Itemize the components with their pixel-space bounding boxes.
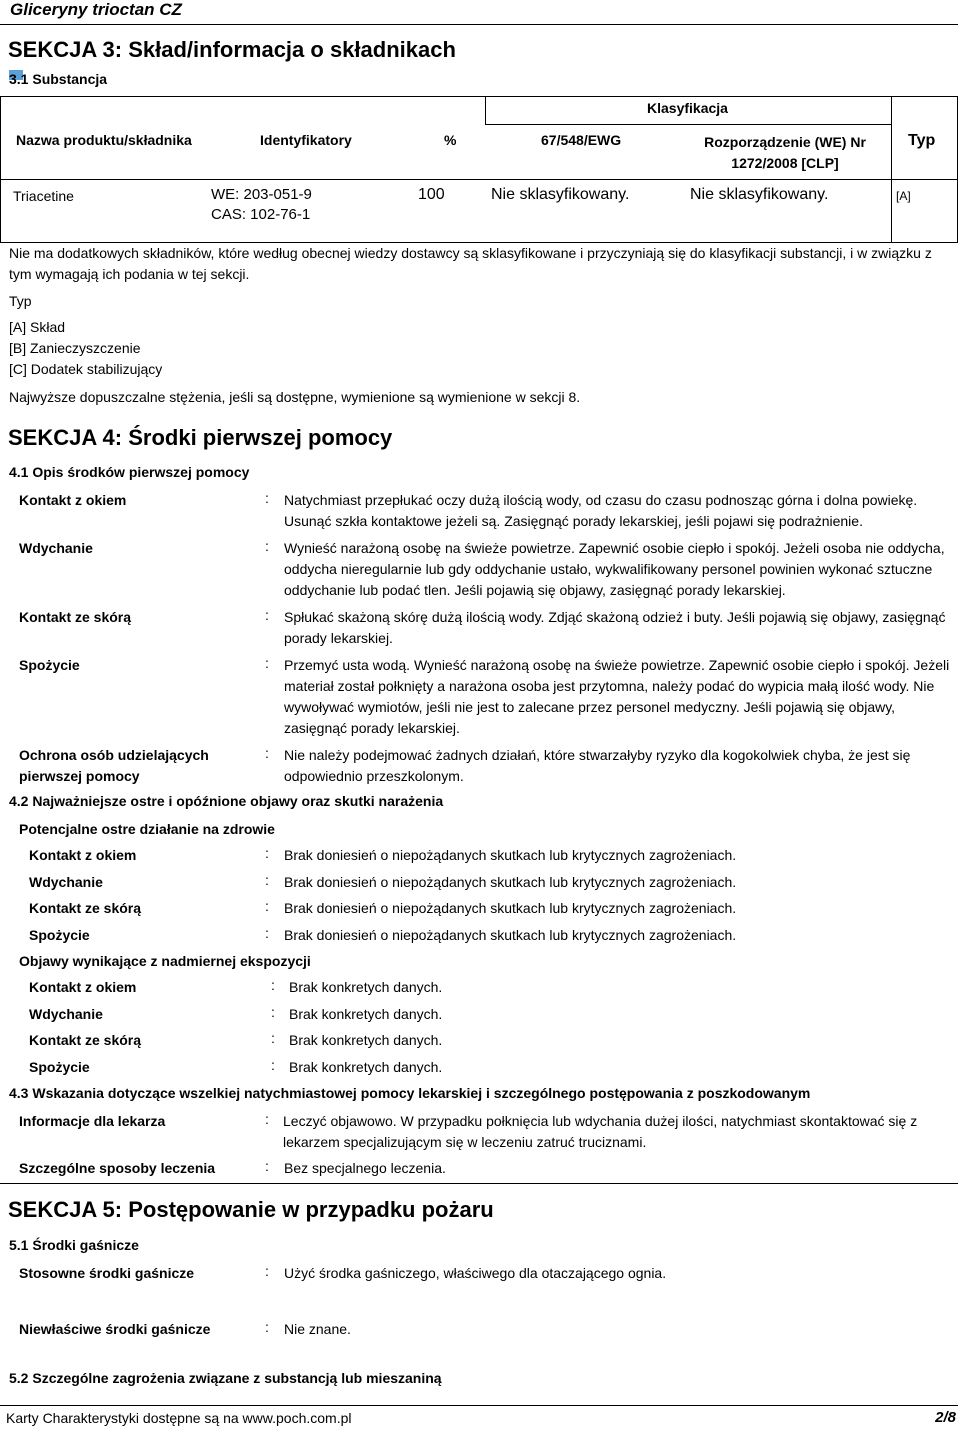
row-name: Triacetine	[13, 188, 74, 204]
colon: :	[271, 1030, 275, 1046]
colon: :	[265, 490, 269, 506]
footer-divider	[0, 1405, 958, 1406]
colon: :	[265, 1319, 269, 1335]
first-aid-label: Kontakt ze skórą	[19, 609, 132, 625]
col-header-clp: Rozporządzenie (WE) Nr 1272/2008 [CLP]	[704, 134, 866, 171]
acute-effect-label: Kontakt z okiem	[29, 847, 137, 863]
col-header-ewg: 67/548/EWG	[541, 132, 622, 148]
acute-effect-label: Kontakt ze skórą	[29, 900, 142, 916]
section-4-2-subtitle: 4.2 Najważniejsze ostre i opóźnione objawy oraz skutki narażenia	[9, 793, 444, 809]
klasyfikacja-header: Klasyfikacja	[647, 100, 728, 116]
first-aid-value: Spłukać skażoną skórę dużą ilością wody. Zdjąć skażoną odzież i buty. Jeśli pojawią się objawy, zasięgnąć porady lekarskiej.	[284, 609, 946, 646]
acute-effect-label: Spożycie	[29, 927, 90, 943]
section-5-2-subtitle: 5.2 Szczególne zagrożenia związane z substancją lub mieszaniną	[9, 1370, 442, 1386]
col-header-name: Nazwa produktu/składnika	[16, 132, 192, 148]
table-klasyfikacja-left-divider	[485, 96, 486, 124]
colon: :	[265, 745, 269, 761]
unsuitable-media-label: Niewłaściwe środki gaśnicze	[19, 1321, 211, 1337]
special-treatment-value: Bez specjalnego leczenia.	[284, 1160, 446, 1176]
acute-effect-value: Brak doniesień o niepożądanych skutkach lub krytycznych zagrożeniach.	[284, 874, 737, 890]
typ-legend-item: [B] Zanieczyszczenie	[9, 340, 141, 356]
overexposure-label: Kontakt ze skórą	[29, 1032, 142, 1048]
overexposure-value: Brak konkretych danych.	[289, 1032, 443, 1048]
colon: :	[265, 538, 269, 554]
typ-legend-item: [A] Skład	[9, 319, 66, 335]
colon: :	[265, 845, 269, 861]
colon: :	[265, 655, 269, 671]
colon: :	[271, 977, 275, 993]
row-percent: 100	[418, 186, 445, 203]
first-aid-value: Wynieść narażoną osobę na świeże powietrze. Zapewnić osobie ciepło i spokój. Jeżeli osoba nie oddycha, oddycha nieregularnie lub gdy oddychanie ustało, wykwalifikowany personel powinien wykonać sztuczne oddychanie lub podać tlen. Jeśli pojawią się objawy, zasięgnąć porady lekarskiej.	[284, 540, 945, 598]
acute-effect-value: Brak doniesień o niepożądanych skutkach lub krytycznych zagrożeniach.	[284, 847, 737, 863]
row-ewg: Nie sklasyfikowany.	[491, 186, 630, 203]
colon: :	[265, 925, 269, 941]
colon: :	[271, 1004, 275, 1020]
suitable-media-value: Użyć środka gaśniczego, właściwego dla otaczającego ognia.	[284, 1265, 667, 1281]
medical-info-value: Leczyć objawowo. W przypadku połknięcia lub wdychania dużej ilości, natychmiast skontaktować się z lekarzem specjalizującym się w leczeniu zatruć truciznami.	[283, 1113, 918, 1150]
colon: :	[265, 1158, 269, 1174]
overexposure-title: Objawy wynikające z nadmiernej ekspozycji	[19, 953, 311, 969]
overexposure-value: Brak konkretych danych.	[289, 1059, 443, 1075]
overexposure-label: Spożycie	[29, 1059, 90, 1075]
additional-components-note: Nie ma dodatkowych składników, które według obecnej wiedzy dostawcy są sklasyfikowane i przyczyniają się do klasyfikacji substancji, i w związku z tym wymagają ich podania w tej sekcji.	[9, 245, 932, 282]
col-header-percent: %	[444, 132, 457, 148]
special-treatment-label: Szczególne sposoby leczenia	[19, 1160, 216, 1176]
section-divider	[0, 1183, 958, 1184]
page-number: 2/8	[935, 1409, 956, 1426]
colon: :	[265, 607, 269, 623]
table-klasyfikacja-rule	[485, 124, 891, 125]
row-identifier-we: WE: 203-051-9	[211, 186, 312, 203]
row-identifier-cas: CAS: 102-76-1	[211, 206, 311, 223]
unsuitable-media-value: Nie znane.	[284, 1321, 351, 1337]
typ-legend-item: [C] Dodatek stabilizujący	[9, 361, 163, 377]
first-aid-value: Natychmiast przepłukać oczy dużą ilością wody, od czasu do czasu podnosząc górna i dolna powiekę. Usunąć szkła kontaktowe jeżeli są. Zasięgnąć porady lekarskiej, jeśli pojawi się podrażnienie.	[284, 492, 918, 529]
footer-text: Karty Charakterystyki dostępne są na www.poch.com.pl	[6, 1410, 352, 1426]
first-aid-label: Ochrona osób udzielających pierwszej pomocy	[19, 747, 209, 784]
first-aid-value: Przemyć usta wodą. Wynieść narażoną osobę na świeże powietrze. Zapewnić osobie ciepło i spokój. Jeżeli materiał został połknięty a narażona osoba jest przytomna, należy podać do wypicia małą ilość wody. Nie wywoływać wymiotów, jeśli nie jest to zalecane przez personel medyczny. Jeśli pojawią się objawy, zasięgnąć porady lekarskiej.	[284, 657, 950, 736]
acute-effect-value: Brak doniesień o niepożądanych skutkach lub krytycznych zagrożeniach.	[284, 927, 737, 943]
document-title: Gliceryny trioctan CZ	[10, 0, 182, 19]
medical-info-label: Informacje dla lekarza	[19, 1113, 166, 1129]
row-clp: Nie sklasyfikowany.	[690, 186, 829, 203]
first-aid-label: Wdychanie	[19, 540, 93, 556]
acute-effect-label: Wdychanie	[29, 874, 103, 890]
header-divider	[0, 24, 958, 25]
colon: :	[265, 872, 269, 888]
col-header-identifiers: Identyfikatory	[260, 132, 352, 148]
first-aid-value: Nie należy podejmować żadnych działań, które stwarzałyby ryzyko dla kogokolwiek chyba, że jest się odpowiednio przeszkolonym.	[284, 747, 911, 784]
overexposure-label: Kontakt z okiem	[29, 979, 137, 995]
overexposure-value: Brak konkretych danych.	[289, 979, 443, 995]
acute-effect-value: Brak doniesień o niepożądanych skutkach lub krytycznych zagrożeniach.	[284, 900, 737, 916]
colon: :	[265, 1263, 269, 1279]
section-4-3-subtitle: 4.3 Wskazania dotyczące wszelkiej natychmiastowej pomocy lekarskiej i szczególnego postępowania z poszkodowanym	[9, 1085, 811, 1101]
table-header-bottom-rule	[0, 179, 958, 180]
typ-legend-title: Typ	[9, 293, 32, 309]
overexposure-value: Brak konkretych danych.	[289, 1006, 443, 1022]
table-left-border	[0, 96, 1, 242]
section-3-title: SEKCJA 3: Skład/informacja o składnikach	[8, 37, 456, 62]
section-5-title: SEKCJA 5: Postępowanie w przypadku pożaru	[8, 1197, 494, 1222]
col-header-typ: Typ	[908, 132, 936, 149]
suitable-media-label: Stosowne środki gaśnicze	[19, 1265, 195, 1281]
overexposure-label: Wdychanie	[29, 1006, 103, 1022]
acute-effects-title: Potencjalne ostre działanie na zdrowie	[19, 821, 275, 837]
section-4-1-subtitle: 4.1 Opis środków pierwszej pomocy	[9, 464, 250, 480]
exposure-limits-note: Najwyższe dopuszczalne stężenia, jeśli są dostępne, wymienione są wymienione w sekcji 8.	[9, 389, 581, 405]
table-typ-divider	[891, 96, 892, 242]
colon: :	[265, 1111, 269, 1127]
table-top-rule	[0, 96, 958, 97]
section-4-title: SEKCJA 4: Środki pierwszej pomocy	[8, 425, 393, 450]
colon: :	[271, 1057, 275, 1073]
section-3-1-subtitle: 3.1 Substancja	[9, 71, 108, 87]
row-typ: [A]	[896, 189, 911, 203]
colon: :	[265, 898, 269, 914]
first-aid-label: Kontakt z okiem	[19, 492, 127, 508]
table-right-border	[957, 96, 958, 242]
section-5-1-subtitle: 5.1 Środki gaśnicze	[9, 1237, 139, 1253]
first-aid-label: Spożycie	[19, 657, 80, 673]
